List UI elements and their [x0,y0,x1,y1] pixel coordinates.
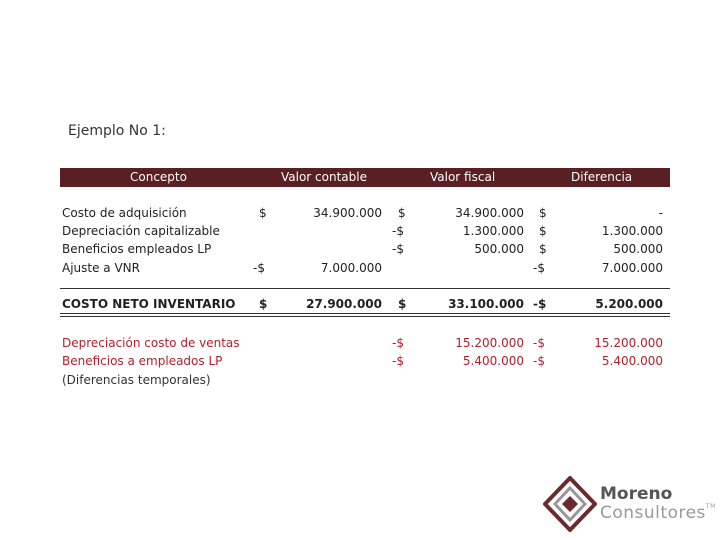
total-vf-symbol: $ [398,297,407,311]
row-d-value: - [658,206,663,220]
row-d-value: 500.000 [613,242,663,256]
temp-row-vf-value: 5.400.000 [462,354,524,368]
temp-row-label: Beneficios a empleados LP [62,354,223,368]
temp-row-vf-symbol: -$ [392,354,404,368]
row-d-symbol: $ [539,206,547,220]
total-d-symbol: -$ [533,297,547,311]
temp-row-d-symbol: -$ [533,354,545,368]
row-d-symbol: -$ [533,261,545,275]
row-vc-symbol: $ [259,206,267,220]
row-vc-symbol: -$ [253,261,265,275]
total-underline [60,313,670,314]
row-vf-value: 500.000 [474,242,524,256]
row-label: Depreciación capitalizable [62,224,220,238]
brand-name-line2 [600,503,716,523]
total-d-value: 5.200.000 [595,297,663,311]
brand-name-line2-text: Consultores [600,503,706,523]
header-valor-contable: Valor contable [281,170,367,184]
row-vf-symbol: $ [398,206,406,220]
row-label: Beneficios empleados LP [62,242,212,256]
table-divider [60,288,670,289]
row-vc-value: 7.000.000 [320,261,382,275]
row-label: Costo de adquisición [62,206,187,220]
header-diferencia: Diferencia [571,170,633,184]
total-double-underline [60,316,670,317]
row-d-symbol: $ [539,224,547,238]
trademark-mark: TM [705,503,716,510]
moreno-consultores-logo-icon [543,476,597,532]
row-vf-value: 1.300.000 [462,224,524,238]
total-vf-value: 33.100.000 [448,297,524,311]
row-vc-value: 34.900.000 [313,206,382,220]
table-header [60,168,670,187]
row-vf-symbol: -$ [392,224,404,238]
row-d-symbol: $ [539,242,547,256]
header-valor-fiscal: Valor fiscal [430,170,496,184]
row-vf-symbol: -$ [392,242,404,256]
row-d-value: 7.000.000 [601,261,663,275]
temp-row-d-value: 15.200.000 [594,336,663,350]
brand-name-line1: Moreno [600,484,673,504]
header-concepto: Concepto [130,170,187,184]
row-d-value: 1.300.000 [601,224,663,238]
total-vc-symbol: $ [259,297,268,311]
temp-row-d-value: 5.400.000 [601,354,663,368]
temporary-differences-note: (Diferencias temporales) [62,373,211,387]
temp-row-d-symbol: -$ [533,336,545,350]
page-title: Ejemplo No 1: [68,123,166,139]
total-vc-value: 27.900.000 [306,297,382,311]
temp-row-vf-symbol: -$ [392,336,404,350]
temp-row-label: Depreciación costo de ventas [62,336,240,350]
temp-row-vf-value: 15.200.000 [455,336,524,350]
row-label: Ajuste a VNR [62,261,140,275]
total-label: COSTO NETO INVENTARIO [62,297,236,311]
row-vf-value: 34.900.000 [455,206,524,220]
